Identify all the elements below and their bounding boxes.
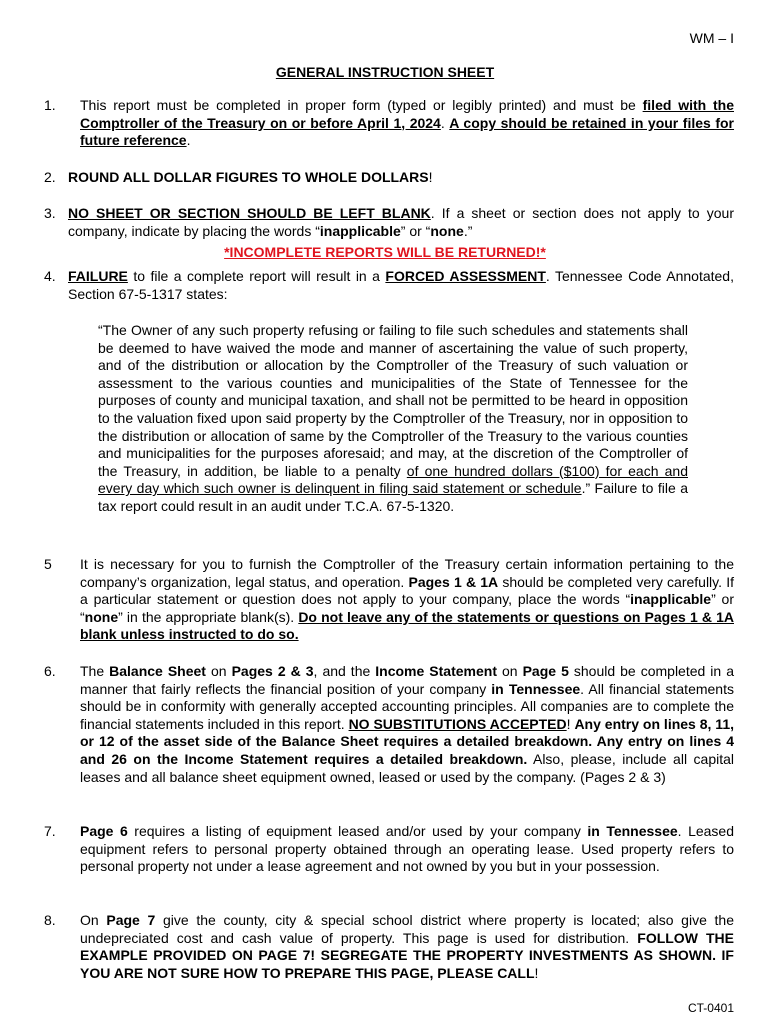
text-run: none xyxy=(430,222,464,239)
text-run: “The Owner of any such property refusing or failing to file such schedules and statements shall be deemed to have waived the mode and manner of ascertaining the value of such property, and of the distribution or allocation by the Comptroller of the Treasury of such valuation or assessment to the various counties and municipalities of the State of Tennessee for the purposes of county and municipal taxation, and shall not be permitted to be heard in opposition to the valuation fixed upon said property by the Comptroller of the Treasury, nor in opposition to the distribution or allocation of same by the Comptroller of the Treasury to the various counties and municipalities for the purposes aforesaid; and may, at the discretion of the Comptroller of the Treasury, in addition, be liable to a penalty xyxy=(98,322,688,479)
item-number: 1. xyxy=(44,97,56,113)
text-run: This report must be completed in proper form (typed or legibly printed) and must be xyxy=(80,97,643,113)
text-run: .” xyxy=(463,222,473,239)
instruction-item-1 xyxy=(44,97,734,150)
item-text xyxy=(80,556,734,644)
item-text xyxy=(68,205,734,240)
form-code: WM – I xyxy=(689,30,734,46)
text-run: On xyxy=(80,912,107,928)
item-number: 5 xyxy=(44,556,52,572)
instruction-item-8 xyxy=(44,912,734,982)
text-run: Page 7 xyxy=(106,912,156,928)
text-run: .” Failure to file a tax report could result in an audit under T.C.A. 67-5-1320. xyxy=(98,480,688,514)
item-number: 6. xyxy=(44,663,56,679)
item-text xyxy=(68,169,734,187)
text-run: . Tennessee Code Annotated, Section 67-5-1317 states: xyxy=(68,268,734,302)
statute-quote xyxy=(98,322,688,516)
detailed-breakdown-text: Any entry on lines 8, 11, or 12 of the asset side of the Balance Sheet requires a detailed breakdown. Any entry on lines 4 and 26 on the Income Statement requires a detailed breakdown. xyxy=(80,715,735,767)
text-run: The xyxy=(80,663,110,679)
item-text xyxy=(80,823,734,876)
no-blank-text: NO SHEET OR SECTION SHOULD BE LEFT BLANK xyxy=(68,205,431,221)
round-dollars-text: ROUND ALL DOLLAR FIGURES TO WHOLE DOLLARS xyxy=(68,169,429,185)
instruction-item-7 xyxy=(44,823,734,876)
item-number: 4. xyxy=(44,268,56,284)
forced-assessment-text: FORCED ASSESSMENT xyxy=(385,268,546,284)
text-run: Pages 2 & 3 xyxy=(231,663,314,679)
incomplete-warning xyxy=(0,244,770,262)
text-run: Balance Sheet xyxy=(109,663,206,679)
text-run: ” or “ xyxy=(80,591,735,625)
text-run: ! xyxy=(534,964,539,981)
text-run: Income Statement xyxy=(375,663,497,679)
footer-form-code: CT-0401 xyxy=(687,1001,734,1015)
instruction-item-3 xyxy=(44,205,734,240)
failure-text: FAILURE xyxy=(68,268,128,284)
text-run: ! xyxy=(566,715,575,732)
instruction-item-2 xyxy=(44,169,734,187)
follow-example-text: FOLLOW THE EXAMPLE PROVIDED ON PAGE 7! SEGREGATE THE PROPERTY INVESTMENTS AS SHOWN. IF YOU ARE NOT SURE HOW TO PREPARE THIS PAGE, PLEASE CALL xyxy=(80,929,734,981)
text-run: ” or “ xyxy=(400,222,431,239)
text-run: . xyxy=(186,132,191,149)
text-run: requires a listing of equipment leased and/or used by your company xyxy=(127,823,588,839)
item-number: 2. xyxy=(44,169,56,185)
text-run: ” in the appropriate blank(s). xyxy=(118,608,299,625)
text-run: none xyxy=(84,608,119,625)
text-run: give the county, city & special school district where property is located; also give the undepreciated cost and cash value of property. This page is used for distribution. xyxy=(80,912,734,946)
page-title: GENERAL INSTRUCTION SHEET xyxy=(275,64,495,80)
instruction-item-6 xyxy=(44,663,734,786)
text-run: . If a sheet or section does not apply to your company, indicate by placing the words “ xyxy=(68,205,734,239)
text-run: , and the xyxy=(313,663,376,679)
text-run: should be completed in a manner that fairly reflects the financial position of your company xyxy=(80,663,735,697)
item-text xyxy=(80,912,734,982)
item-number: 8. xyxy=(44,912,56,928)
item-text xyxy=(80,663,734,786)
text-run: . Leased equipment refers to personal property obtained through an operating lease. Used property refers to personal property not under a lease agreement and not owned by you but in your possession. xyxy=(80,823,734,875)
text-run: Also, please, include all capital leases and all balance sheet equipment owned, leased or used by the company. (Pages 2 & 3) xyxy=(80,750,734,785)
text-run: inapplicable xyxy=(630,591,712,608)
future-reference-text: future reference xyxy=(80,132,187,149)
text-run: . xyxy=(440,114,450,131)
instruction-item-5 xyxy=(44,556,734,644)
text-run: should be completed very carefully. If a particular statement or question does not apply to your company, place the words “ xyxy=(80,573,734,608)
text-run: inapplicable xyxy=(319,222,401,239)
copy-retained-text: A copy should be retained in your files for xyxy=(449,114,735,131)
text-run: Page 6 xyxy=(80,823,128,839)
penalty-text: of one hundred dollars ($100) for each and every day which such owner is delinquent in filing said statement or schedule xyxy=(98,462,688,497)
warning-text: *INCOMPLETE REPORTS WILL BE RETURNED!* xyxy=(224,244,546,260)
do-not-leave-blank-text: Do not leave any of the statements or questions on Pages 1 & 1A blank unless instructed to do so. xyxy=(80,608,734,643)
text-run: ! xyxy=(428,169,433,185)
text-run: . All financial statements should be in conformity with generally accepted accounting principles. All companies are to complete the financial statements included in this report. xyxy=(80,680,734,732)
item-text xyxy=(68,268,734,303)
text-run: It is necessary for you to furnish the Comptroller of the Treasury certain information pertaining to the company’s organization, legal status, and operation. xyxy=(80,556,734,590)
item-number: 7. xyxy=(44,823,56,839)
text-run: to file a complete report will result in a xyxy=(127,268,386,284)
text-run: Page 5 xyxy=(522,663,569,679)
filed-deadline-text: filed with the Comptroller of the Treasury on or before April 1, 2024 xyxy=(80,97,734,131)
no-substitutions-text: NO SUBSTITUTIONS ACCEPTED xyxy=(348,715,567,732)
text-run: on xyxy=(497,663,523,679)
item-number: 3. xyxy=(44,205,56,221)
text-run: on xyxy=(205,663,232,679)
item-text xyxy=(80,97,734,150)
text-run: in Tennessee xyxy=(587,823,678,839)
instruction-item-4 xyxy=(44,268,734,303)
text-run: Pages 1 & 1A xyxy=(408,573,499,590)
text-run: in Tennessee xyxy=(491,680,581,697)
